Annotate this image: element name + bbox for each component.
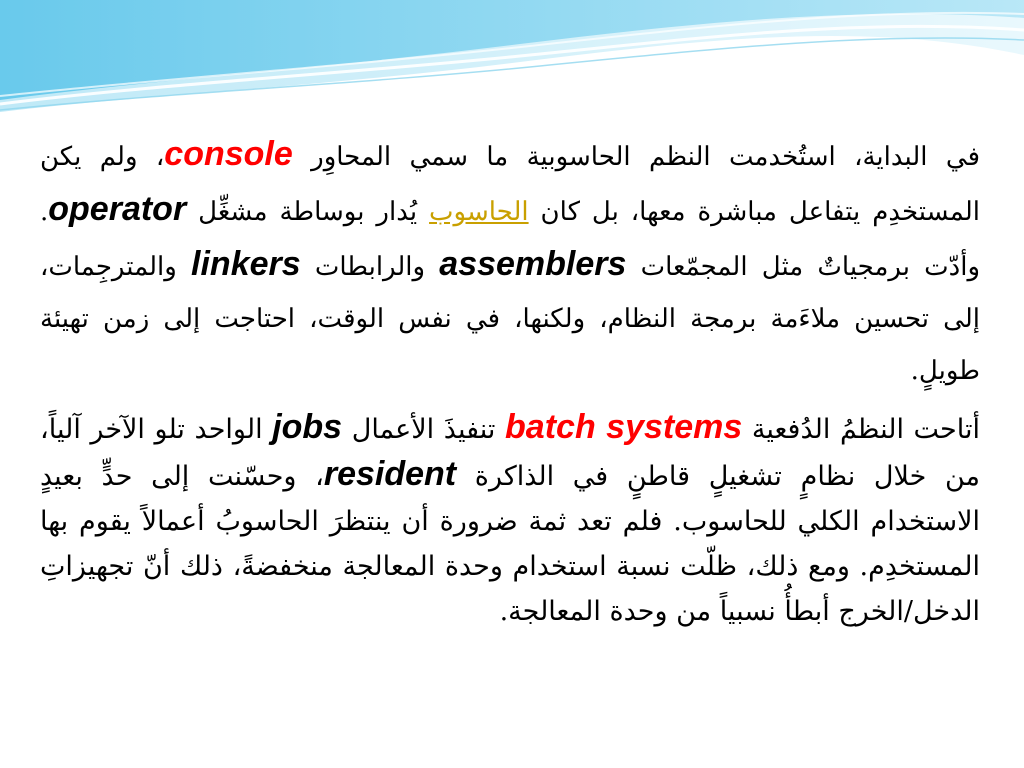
p1-text-1: في البداية، استُخدمت النظم الحاسوبية ما سمي المحاوِر [292,142,980,172]
p1-text-5: والرابطات [300,252,440,282]
term-resident: resident [323,455,457,493]
p1-text-2: ، ولم يكن المستخدِم يتفاعل مباشرة معها، بل كان [40,142,980,227]
term-jobs: jobs [272,408,343,446]
p2-text-2: تنفيذَ الأعمال [342,414,506,445]
p1-text-6: والمترجِمات، إلى تحسين ملاءَمة برمجة النظام، ولكنها، في نفس الوقت، احتاجت إلى زمن تهيئة طويلٍ. [40,252,980,386]
p2-text-3: الواحد تلو الآخر آلياً، من خلال نظامٍ تشغيلٍ قاطنٍ في الذاكرة [40,414,980,492]
paragraph-2 [40,405,980,634]
paragraph-1 [40,128,980,397]
term-operator: operator [48,190,187,228]
p2-text-1: أتاحت النظمُ الدُفعية [742,414,980,445]
term-linkers: linkers [191,245,301,283]
term-console: console [164,135,293,173]
p2-text-4: ، وحسّنت إلى حدٍّ بعيدٍ الاستخدام الكلي للحاسوب. فلم تعد ثمة ضرورة أن ينتظرَ الحاسوبُ أعمالاً يقوم بها المستخدِم. ومع ذلك، ظلّت نسبة استخدام وحدة المعالجة منخفضةً، ذلك أنّ تجهيزاتِ الدخل/الخرج أبطأُ نسبياً من وحدة المعالجة. [40,461,980,627]
term-batch-systems: batch systems [505,408,743,446]
slide-body [40,128,980,634]
term-assemblers: assemblers [439,245,627,283]
p1-text-4: . وأدّت برمجياتٌ مثل المجمّعات [40,197,981,282]
p1-text-3: يُدار بوساطة مشغِّل [186,197,430,227]
link-computer[interactable]: الحاسوب [429,197,529,227]
header-wave-decoration [0,0,1024,120]
